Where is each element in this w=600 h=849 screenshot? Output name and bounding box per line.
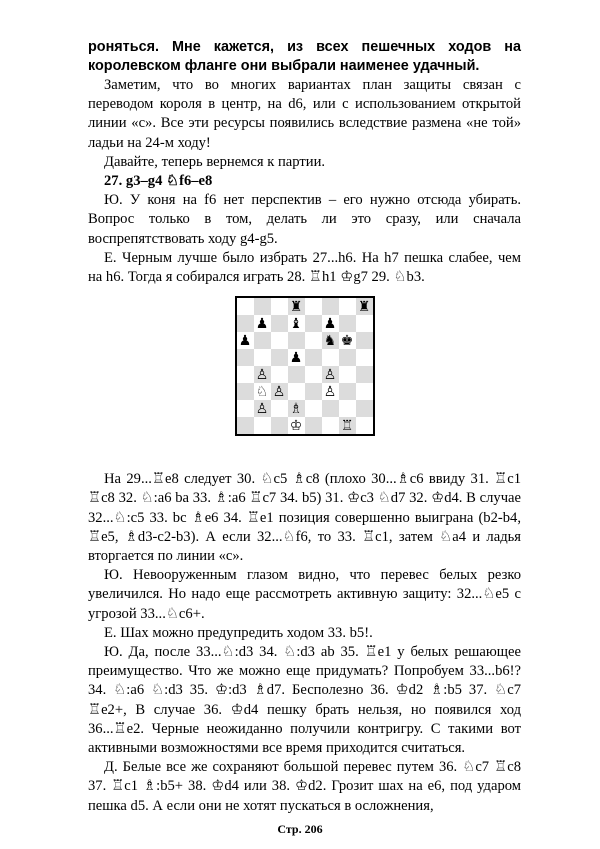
board-square: [356, 417, 373, 434]
board-square: ♝: [288, 315, 305, 332]
board-square: [254, 332, 271, 349]
board-square: [339, 383, 356, 400]
page-body: [88, 38, 521, 816]
board-square: [356, 383, 373, 400]
board-square: [254, 417, 271, 434]
chess-diagram: [88, 296, 521, 436]
board-square: [271, 400, 288, 417]
board-square: ♔: [288, 417, 305, 434]
board-square: [271, 332, 288, 349]
board-square: [356, 315, 373, 332]
paragraph: роняться. Мне кажется, из всех пешечных ходов на королевском фланге они выбрали наименее удачный.: [88, 39, 521, 74]
board-square: [356, 400, 373, 417]
paragraph: 27. g3–g4 ♘f6–e8: [104, 173, 213, 190]
paragraph: На 29...♖e8 следует 30. ♘c5 ♗c8 (плохо 30...♗c6 ввиду 31. ♖c1 ♖c8 32. ♘:a6 ba 33. ♗:a6 ♖c7 34. b5) 31. ♔c3 ♘d7 32. ♔d4. В случае 32...♘:c5 33. bc ♗e6 34. ♖e1 позиция совершенно выиграна (b2-b4, ♖e5, ♗d3-c2-b3). А если 32...♘f6, то 33. ♖c1, затем ♘a4 и ладья вторгается по линии «с».: [88, 471, 521, 565]
chess-board: [235, 296, 375, 436]
board-square: [305, 315, 322, 332]
board-square: ♜: [356, 298, 373, 315]
paragraph: Ю. У коня на f6 нет перспектив – его нужно отсюда убирать. Вопрос только в том, делать ли это сразу, или сначала воспрепятствовать ходу g4-g5.: [88, 192, 521, 247]
board-square: [322, 400, 339, 417]
board-square: ♟: [322, 315, 339, 332]
board-square: [356, 366, 373, 383]
board-square: [237, 349, 254, 366]
board-square: [322, 417, 339, 434]
board-square: [339, 349, 356, 366]
board-square: [271, 298, 288, 315]
board-square: [237, 383, 254, 400]
board-square: ♖: [339, 417, 356, 434]
board-square: ♙: [254, 400, 271, 417]
board-square: ♙: [322, 383, 339, 400]
board-square: [288, 366, 305, 383]
paragraph: Е. Шах можно предупредить ходом 33. b5!.: [104, 624, 373, 641]
board-square: [288, 332, 305, 349]
board-square: [237, 298, 254, 315]
board-square: ♙: [254, 366, 271, 383]
paragraph: Давайте, теперь вернемся к партии.: [104, 153, 326, 170]
board-square: [254, 298, 271, 315]
board-square: [305, 417, 322, 434]
page-number: Стр. 206: [277, 822, 323, 836]
paragraph: Заметим, что во многих вариантах план защиты связан с переводом короля в центр, на d6, или с использованием открытой линии «с». Все эти ресурсы появились вследствие размена «не той» ладьи на 24-м ходу!: [88, 77, 521, 151]
board-square: [271, 417, 288, 434]
board-square: [271, 349, 288, 366]
board-square: ♚: [339, 332, 356, 349]
board-square: [339, 366, 356, 383]
board-square: ♟: [237, 332, 254, 349]
board-square: [305, 298, 322, 315]
board-square: [339, 400, 356, 417]
board-square: [254, 349, 271, 366]
board-square: [305, 332, 322, 349]
board-square: [237, 417, 254, 434]
board-square: ♙: [322, 366, 339, 383]
board-square: [237, 315, 254, 332]
board-square: [339, 315, 356, 332]
board-square: [305, 366, 322, 383]
board-square: [288, 383, 305, 400]
board-square: ♜: [288, 298, 305, 315]
paragraph: Ю. Невооруженным глазом видно, что перевес белых резко увеличился. Но надо еще рассмотреть активную защиту: 32...♘e5 с угрозой 33...♘c6+.: [88, 567, 521, 622]
board-square: ♟: [288, 349, 305, 366]
board-square: [271, 366, 288, 383]
board-square: [237, 400, 254, 417]
board-square: [322, 298, 339, 315]
paragraph: Е. Черным лучше было избрать 27...h6. На h7 пешка слабее, чем на h6. Тогда я собирался играть 28. ♖h1 ♔g7 29. ♘b3.: [88, 249, 521, 286]
paragraph: Д. Белые все же сохраняют большой перевес путем 36. ♘c7 ♖c8 37. ♖c1 ♗:b5+ 38. ♔d4 или 38. ♔d2. Грозит шах на e6, под ударом пешка d5. А если они не хотят пускаться в осложнения,: [88, 759, 521, 814]
board-square: [322, 349, 339, 366]
text-block-top: [88, 38, 521, 287]
board-square: [339, 298, 356, 315]
board-square: [356, 332, 373, 349]
board-square: ♙: [271, 383, 288, 400]
board-square: [305, 383, 322, 400]
paragraph: Ю. Да, после 33...♘:d3 34. ♘:d3 ab 35. ♖e1 у белых решающее преимущество. Что же можно еще придумать? Попробуем 33...b6!? 34. ♘:a6 ♘:d3 35. ♔:d3 ♗d7. Бесполезно 36. ♔d2 ♗:b5 37. ♘c7 ♖e2+, В случае 36. ♔d4 пешку брать нельзя, но появился ход 36...♖e2. Черные неожиданно получили контригру. С такими вот активными возможностями все время приходится считаться.: [88, 644, 521, 757]
board-square: ♘: [254, 383, 271, 400]
board-square: ♟: [254, 315, 271, 332]
text-block-bottom: [88, 470, 521, 816]
board-square: [305, 349, 322, 366]
board-square: [356, 349, 373, 366]
board-square: [237, 366, 254, 383]
board-square: [271, 315, 288, 332]
board-square: [305, 400, 322, 417]
board-square: ♞: [322, 332, 339, 349]
board-square: ♗: [288, 400, 305, 417]
